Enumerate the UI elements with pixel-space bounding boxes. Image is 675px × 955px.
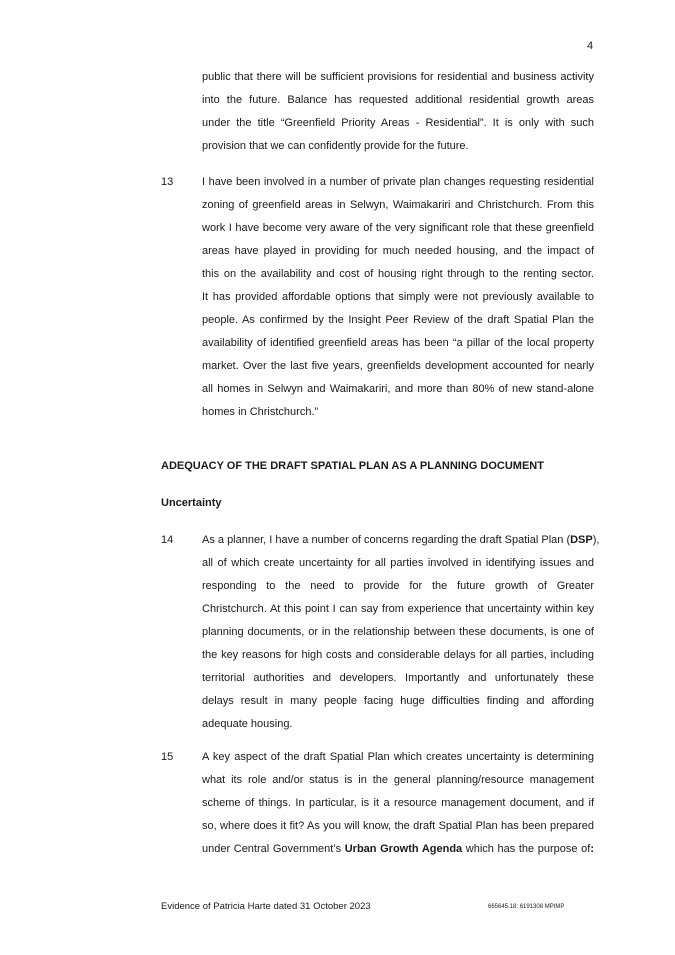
text-line: work I have become very aware of the very significant role that these greenfield	[202, 222, 594, 234]
text-line: I have been involved in a number of private plan changes requesting residential	[202, 176, 594, 188]
text-line: territorial authorities and developers. Importantly and unfortunately these	[202, 672, 594, 684]
text-line: homes in Christchurch.”	[202, 406, 319, 418]
text-line: people. As confirmed by the Insight Peer Review of the draft Spatial Plan the	[202, 314, 594, 326]
paragraph-number: 13	[161, 176, 174, 188]
text-line: availability of identified greenfield areas has been “a pillar of the local property	[202, 337, 594, 349]
urban-growth-agenda: Urban Growth Agenda	[344, 843, 463, 855]
text-line: planning documents, or in the relationship between these documents, is one of	[202, 626, 594, 638]
page-number: 4	[587, 40, 594, 52]
text-line: under the title “Greenfield Priority Areas - Residential”. It is only with such	[202, 117, 594, 129]
text-line: into the future. Balance has requested additional residential growth areas	[202, 94, 594, 106]
text-line: Christchurch. At this point I can say from experience that uncertainty within key	[202, 603, 594, 615]
text-line: market. Over the last five years, greenfields development accounted for nearly	[202, 360, 594, 372]
footer-document-reference: 665645.18: 6191308 MPIMP	[488, 904, 565, 910]
text-line: adequate housing.	[202, 718, 293, 730]
text-line: delays result in many people facing huge difficulties finding and affording	[202, 695, 594, 707]
text-run: ),	[592, 534, 600, 546]
text-run: under Central Government’s	[202, 843, 345, 855]
intro-paragraph-text	[202, 66, 594, 158]
paragraph-number: 15	[161, 751, 174, 763]
subheading: Uncertainty	[161, 497, 222, 509]
paragraph-text	[202, 171, 594, 424]
text-run: :	[590, 843, 594, 855]
text-line	[202, 838, 594, 861]
text-run: As a planner, I have a number of concerns regarding the draft Spatial Plan (	[202, 534, 571, 546]
text-line: responding to the need to provide for the future growth of Greater	[202, 580, 594, 592]
text-line	[202, 529, 600, 552]
text-line: all of which create uncertainty for all parties involved in identifying issues and	[202, 557, 594, 569]
text-line: what its role and/or status is in the general planning/resource management	[202, 774, 594, 786]
footer-evidence-label: Evidence of Patricia Harte dated 31 October 2023	[161, 901, 371, 912]
section-heading: ADEQUACY OF THE DRAFT SPATIAL PLAN AS A PLANNING DOCUMENT	[161, 460, 544, 472]
text-line: zoning of greenfield areas in Selwyn, Waimakariri and Christchurch. From this	[202, 199, 594, 211]
text-run: which has the purpose of	[462, 843, 591, 855]
text-line: all homes in Selwyn and Waimakariri, and more than 80% of new stand-alone	[202, 383, 594, 395]
paragraph-text	[202, 529, 600, 736]
text-line: It has provided affordable options that simply were not previously available to	[202, 291, 594, 303]
paragraph-text	[202, 746, 594, 861]
dsp-abbreviation: DSP	[570, 534, 593, 546]
text-line: the key reasons for high costs and considerable delays for all parties, including	[202, 649, 594, 661]
text-line: A key aspect of the draft Spatial Plan which creates uncertainty is determining	[202, 751, 594, 763]
text-line: scheme of things. In particular, is it a resource management document, and if	[202, 797, 594, 809]
paragraph-number: 14	[161, 534, 174, 546]
text-line: so, where does it fit? As you will know, the draft Spatial Plan has been prepared	[202, 820, 594, 832]
text-line: public that there will be sufficient provisions for residential and business activity	[202, 71, 594, 83]
text-line: areas have played in providing for much needed housing, and the impact of	[202, 245, 594, 257]
text-line: this on the availability and cost of housing right through to the renting sector.	[202, 268, 594, 280]
text-line: provision that we can confidently provide for the future.	[202, 140, 469, 152]
